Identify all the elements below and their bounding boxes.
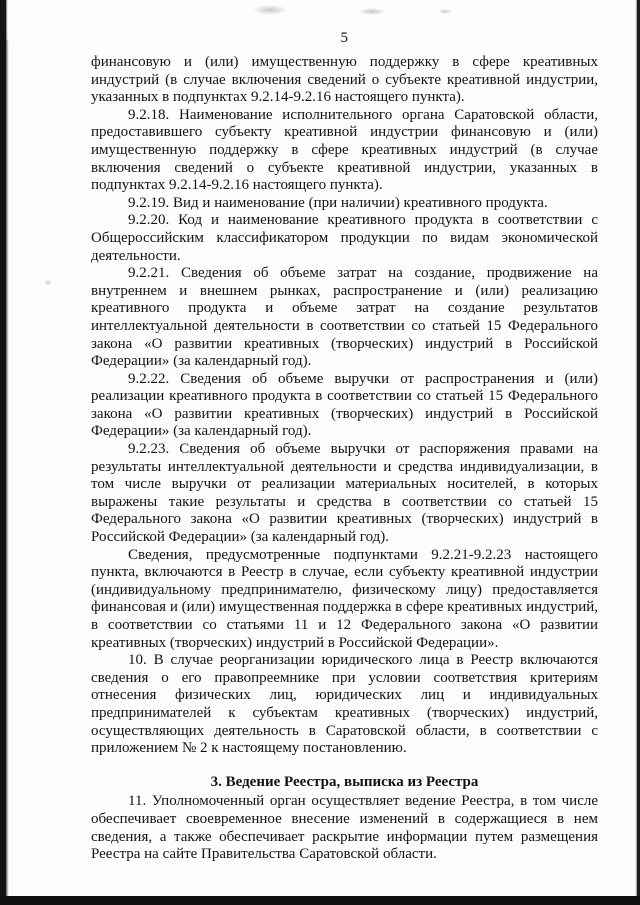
scan-edge-left: [0, 0, 6, 905]
scan-noise-speck: [44, 280, 52, 285]
scan-edge-bottom: [0, 896, 640, 905]
paragraph-10: 10. В случае реорганизации юридического лица в Реестр включаются сведения о его правопреемнике при условии соответствия критериям отнесения физических лиц, юридических лиц и индивидуальных предпринимателей к субъектам креативных (творческих) индустрий, осуществляющих деятельность в Саратовской области, в соответствии с приложением № 2 к настоящему постановлению.: [91, 652, 598, 757]
paragraph-9-2-20: 9.2.20. Код и наименование креативного продукта в соответствии с Общероссийским классификатором продукции по видам экономической деятельности.: [91, 212, 598, 264]
paragraph-9-2-23: 9.2.23. Сведения об объеме выручки от распоряжения правами на результаты интеллектуальной деятельности и средства индивидуализации, в том числе выручки от реализации материальных носителей, в которых выражены такие результаты и средства в соответствии со статьей 15 Федерального закона «О развитии креативных (творческих) индустрий в Российской Федерации» (за календарный год).: [91, 441, 598, 546]
paragraph-9-2-22: 9.2.22. Сведения об объеме выручки от распространения и (или) реализации креативного продукта в соответствии со статьей 15 Федерального закона «О развитии креативных (творческих) индустрий в Российской Федерации» (за календарный год).: [91, 370, 598, 440]
section-heading: 3. Ведение Реестра, выписка из Реестра: [210, 773, 479, 790]
paragraph-11: 11. Уполномоченный орган осуществляет ведение Реестра, в том числе обеспечивает своевременное внесение изменений в содержащиеся в нем сведения, а также обеспечивает раскрытие информации путем размещения Реестра на сайте Правительства Саратовской области.: [91, 793, 598, 863]
paragraph-inclusion-conditions: Сведения, предусмотренные подпунктами 9.2.21-9.2.23 настоящего пункта, включаются в Реестр в случае, если субъекту креативной индустрии (индивидуальному предпринимателю, физическому лицу) предоставляется финансовая и (или) имущественная поддержка в сфере креативных индустрий, в соответствии со статьями 11 и 12 Федерального закона «О развитии креативных (творческих) индустрий в Российской Федерации».: [91, 546, 598, 651]
paragraph-9-2-18: 9.2.18. Наименование исполнительного органа Саратовской области, предоставившего субъекту креативной индустрии финансовую и (или) имущественную поддержку в сфере креативных индустрий (в случае включения сведений о субъекте креативной индустрии, указанных в подпунктах 9.2.14-9.2.16 настоящего пункта).: [91, 106, 598, 194]
paragraph-9-2-19: 9.2.19. Вид и наименование (при наличии) креативного продукта.: [128, 194, 548, 211]
page-number: 5: [340, 30, 349, 46]
paragraph-9-2-21: 9.2.21. Сведения об объеме затрат на создание, продвижение на внутреннем и внешнем рынках, распространение и (или) реализацию креативного продукта и объеме затрат на создание результатов интеллектуальной деятельности в соответствии со статьей 15 Федерального закона «О развитии креативных (творческих) индустрий в Российской Федерации» (за календарный год).: [91, 265, 598, 370]
document-body: [91, 54, 598, 864]
scan-noise-speck: [253, 5, 287, 15]
scan-noise-speck: [438, 9, 452, 14]
paragraph-continuation: финансовую и (или) имущественную поддержку в сфере креативных индустрий (в случае включения сведений о субъекте креативной индустрии, указанных в подпунктах 9.2.14-9.2.16 настоящего пункта).: [91, 54, 598, 106]
scan-noise-speck: [358, 8, 386, 15]
